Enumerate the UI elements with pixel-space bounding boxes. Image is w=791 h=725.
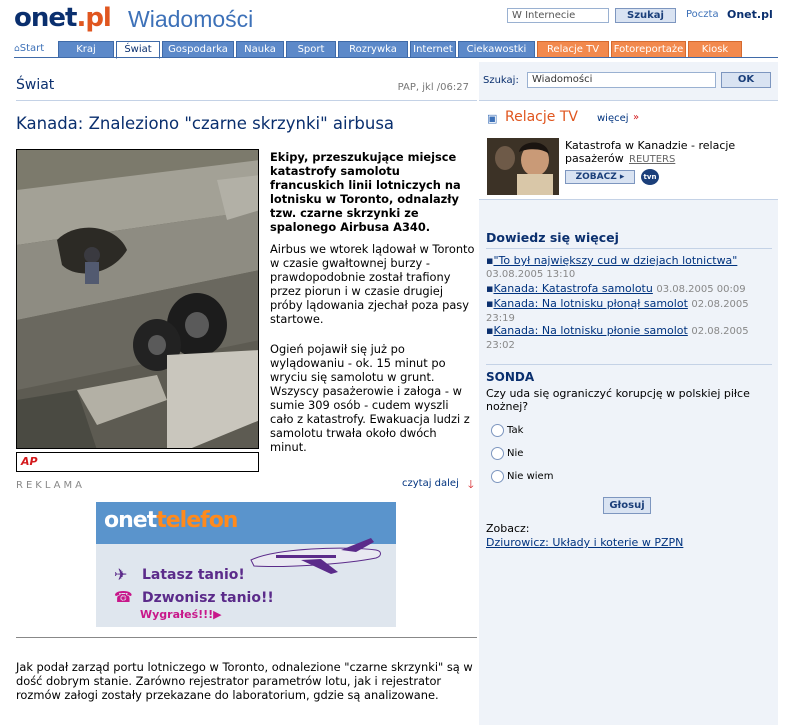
mail-link[interactable]: Poczta <box>686 9 719 20</box>
ad-label: REKLAMA <box>16 480 85 491</box>
list-item: ▪Kanada: Na lotnisku płonął samolot 02.08.2005 23:19 <box>486 297 749 324</box>
nav-divider <box>14 57 778 58</box>
related-link[interactable]: Kanada: Na lotnisku płonął samolot <box>493 297 688 310</box>
more-info-divider <box>486 248 772 249</box>
article-paragraph: Ogień pojawił się już po wylądowaniu - ok. 15 minut po wryciu się samolotu w grunt. Wszyscy pasażerowie i załoga - w sumie 309 osób - cudem wyszli cało z katastrofy. Ewakuacja ludzi z samolotu trwała około dwóch minut. <box>270 342 470 454</box>
article-meta: PAP, jkl /06:27 <box>397 82 469 93</box>
poll-option-label: Nie wiem <box>507 471 554 482</box>
relacje-source: REUTERS <box>629 154 676 165</box>
article-headline: Kanada: Znaleziono "czarne skrzynki" airbusa <box>16 114 395 133</box>
tab-fotoreportaze[interactable]: Fotoreportaże <box>611 41 686 58</box>
phone-icon: ☎ <box>114 588 133 606</box>
banner-brand: onettelefon <box>104 508 238 533</box>
related-link[interactable]: Kanada: Katastrofa samolotu <box>493 282 653 295</box>
see-also-link[interactable]: Dziurowicz: Układy i koterie w PZPN <box>486 536 684 549</box>
tab-relacje-tv[interactable]: Relacje TV <box>537 41 609 58</box>
poll-option-label: Tak <box>507 425 524 436</box>
home-link[interactable]: Onet.pl <box>727 8 773 21</box>
arrow-down-icon: 🡓 <box>468 478 474 491</box>
tab-nauka[interactable]: Nauka <box>236 41 284 58</box>
onet-logo[interactable]: onet.pl <box>14 3 111 33</box>
list-item: ▪Kanada: Katastrofa samolotu 03.08.2005 00:09 <box>486 282 746 295</box>
double-chevron-icon: » <box>633 112 640 123</box>
plane-icon: ✈ <box>114 565 128 584</box>
airplane-icon <box>246 538 386 578</box>
poll-title: SONDA <box>486 370 535 384</box>
relacje-title: Relacje TV <box>505 109 578 125</box>
article-paragraph: Airbus we wtorek lądował w Toronto w czasie gwałtownej burzy - prawdopodobnie został trafiony przez piorun i w czasie drugiej próby lądowania zjechał poza pasy startowe. <box>270 242 475 326</box>
sidebar <box>479 62 778 725</box>
arrow-right-icon: ▶ <box>213 608 222 621</box>
poll-radio-nie[interactable] <box>491 447 504 460</box>
sidebar-search-button[interactable]: OK <box>721 72 771 88</box>
tab-start[interactable]: ⌂Start <box>14 43 45 54</box>
tab-sport[interactable]: Sport <box>286 41 336 58</box>
poll-question: Czy uda się ograniczyć korupcję w polskiej piłce nożnej? <box>486 387 750 413</box>
tab-kiosk[interactable]: Kiosk <box>688 41 742 58</box>
tab-gospodarka[interactable]: Gospodarka <box>162 41 234 58</box>
link-date: 02.08.2005 23:19 <box>486 299 749 324</box>
list-item: ▪"To był największy cud w dziejach lotnictwa" 03.08.2005 13:10 <box>486 254 738 280</box>
tvn-logo: tvn <box>641 169 659 185</box>
poll-radio-nie-wiem[interactable] <box>491 470 504 483</box>
article-paragraph: Jak podał zarząd portu lotniczego w Toronto, odnalezione "czarne skrzynki" są w dość dobrym stanie. Zarówno rejestrator parametrów lotu, jak i rejestrator rozmów załogi zostały przekazane do laboratorium, gdzie są analizowane. <box>16 660 473 702</box>
read-more-link[interactable]: czytaj dalej <box>402 478 459 489</box>
tab-rozrywka[interactable]: Rozrywka <box>338 41 408 58</box>
banner-line: Dzwonisz tanio!! <box>142 590 274 606</box>
relacje-more-link[interactable]: więcej <box>597 113 629 124</box>
relacje-thumbnail[interactable] <box>487 138 559 195</box>
article-photo <box>16 149 259 449</box>
poll-radio-tak[interactable] <box>491 424 504 437</box>
search-input[interactable]: W Internecie <box>507 8 609 23</box>
photo-credit <box>16 452 259 472</box>
article-lead: Ekipy, przeszukujące miejsce katastrofy samolotu francuskich linii lotniczych na lotnisku w Toronto, odnalazły tzw. czarne skrzynki ze spalonego Airbusa A340. <box>270 150 461 234</box>
article-divider <box>16 100 477 101</box>
tv-camera-icon: ▣ <box>487 112 498 125</box>
poll-option-label: Nie <box>507 448 524 459</box>
link-date: 03.08.2005 13:10 <box>486 268 576 280</box>
vote-button[interactable]: Głosuj <box>603 497 651 514</box>
list-item: ▪Kanada: Na lotnisku płonie samolot 02.08.2005 23:02 <box>486 324 749 351</box>
tab-internet[interactable]: Internet <box>410 41 456 58</box>
see-also-label: Zobacz: <box>486 522 530 535</box>
home-icon: ⌂ <box>14 44 20 54</box>
article-divider <box>16 637 477 638</box>
plane-wreck-image <box>17 150 259 449</box>
relacje-item-text[interactable]: Katastrofa w Kanadzie - relacje pasażerów <box>565 139 736 165</box>
link-date: 02.08.2005 23:02 <box>486 326 749 351</box>
more-info-title: Dowiedz się więcej <box>486 230 619 245</box>
related-link[interactable]: Kanada: Na lotnisku płonie samolot <box>493 324 688 337</box>
section-title: Wiadomości <box>128 6 254 32</box>
ap-logo: AP <box>21 455 38 468</box>
related-link[interactable]: "To był największy cud w dziejach lotnictwa" <box>493 254 738 267</box>
nav-tabs <box>14 41 778 58</box>
tab-kraj[interactable]: Kraj <box>58 41 114 58</box>
ad-banner[interactable] <box>96 502 396 627</box>
banner-line: Wygrałeś!!!▶ <box>140 608 222 621</box>
tab-swiat[interactable]: Świat <box>116 41 160 59</box>
banner-line: Latasz tanio! <box>142 567 245 583</box>
search-button[interactable]: Szukaj <box>615 8 676 23</box>
poll-divider <box>486 364 772 365</box>
tab-ciekawostki[interactable]: Ciekawostki <box>458 41 535 58</box>
sidebar-search-input[interactable]: Wiadomości <box>527 72 716 88</box>
sidebar-search-label: Szukaj: <box>483 75 519 86</box>
link-date: 03.08.2005 00:09 <box>656 284 746 295</box>
relacje-tv-box <box>479 100 778 200</box>
article-section: Świat <box>16 77 55 93</box>
watch-button[interactable]: ZOBACZ ▸ <box>565 170 635 184</box>
